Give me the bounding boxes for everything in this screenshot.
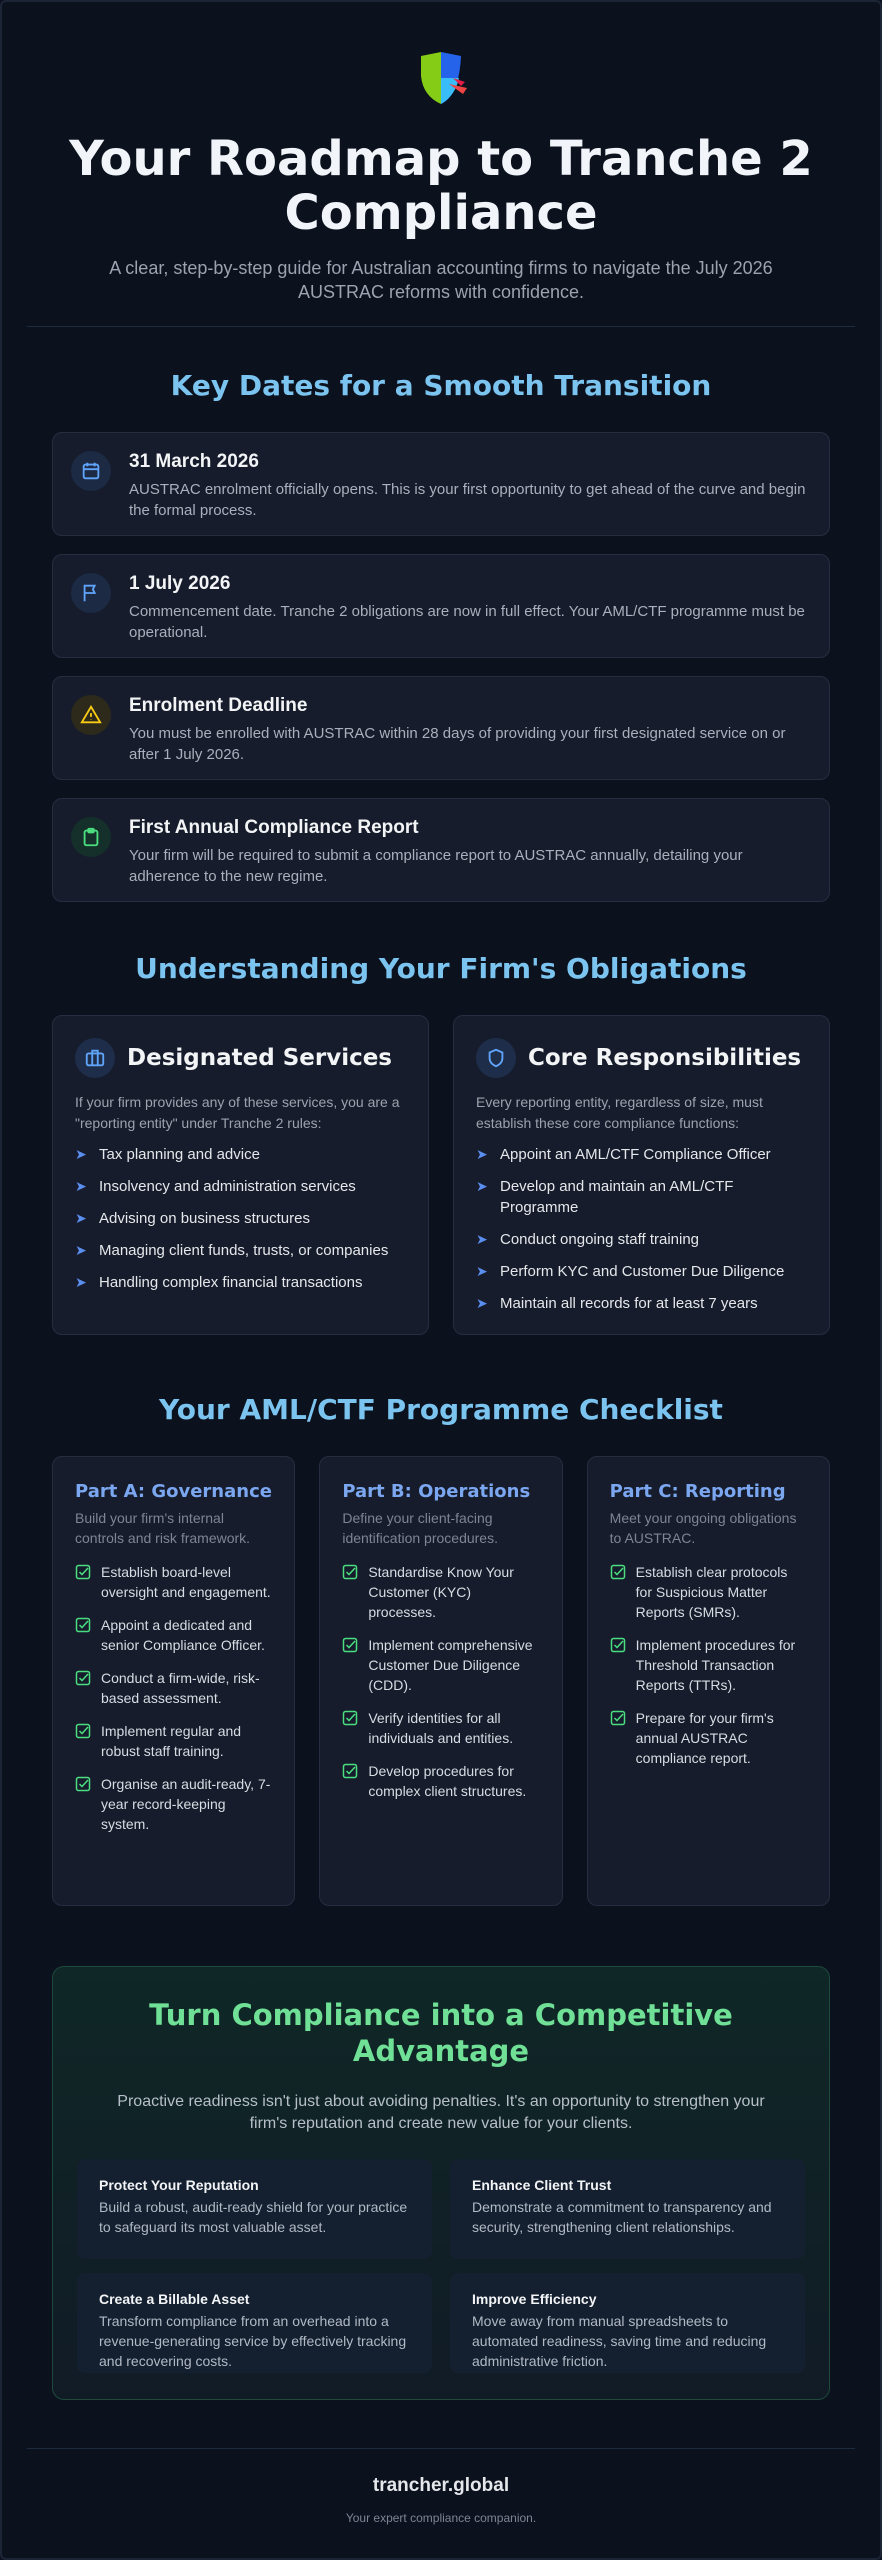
checklist-subtitle: Meet your ongoing obligations to AUSTRAC. [609, 1510, 797, 1546]
obligations-title: Understanding Your Firm's Obligations [135, 952, 747, 985]
list-item [476, 1176, 807, 1218]
services-list [75, 1144, 406, 1293]
advantage-item-text: Build a robust, audit-ready shield for your practice to safeguard its most valuable asset. [99, 2199, 408, 2235]
arrow-icon: ➤ [75, 1146, 87, 1162]
date-heading: First Annual Compliance Report [129, 817, 419, 838]
briefcase-icon [75, 1038, 115, 1078]
checklist-items [75, 1562, 272, 1834]
checklist-title: Your AML/CTF Programme Checklist [159, 1393, 723, 1426]
arrow-icon: ➤ [476, 1178, 488, 1194]
list-item [476, 1293, 807, 1314]
check-square-icon [75, 1564, 91, 1580]
list-item-text: Advising on business structures [99, 1210, 310, 1227]
arrow-icon: ➤ [476, 1231, 488, 1247]
advantage-item [77, 2273, 432, 2373]
checklist-item-text: Implement procedures for Threshold Transaction Reports (TTRs). [635, 1637, 796, 1693]
header-divider [27, 326, 855, 327]
footer [2, 2449, 880, 2525]
checklist-item-text: Develop procedures for complex client structures. [368, 1763, 527, 1799]
list-item-text: Appoint an AML/CTF Compliance Officer [500, 1146, 771, 1163]
checklist-item [75, 1774, 272, 1834]
list-item [476, 1229, 807, 1250]
date-card [52, 676, 830, 780]
card-header [476, 1038, 807, 1078]
arrow-icon: ➤ [476, 1263, 488, 1279]
check-square-icon [342, 1637, 358, 1653]
checklist-item [75, 1668, 272, 1708]
arrow-icon: ➤ [75, 1274, 87, 1290]
checklist-card-reporting [587, 1456, 830, 1906]
checklist-items [342, 1562, 539, 1801]
list-item-text: Tax planning and advice [99, 1146, 260, 1163]
checklist-item-text: Verify identities for all individuals and entities. [368, 1710, 514, 1746]
date-text: Your firm will be required to submit a compliance report to AUSTRAC annually, detailing your adherence to the new regime. [129, 847, 743, 885]
competitive-advantage-panel [52, 1966, 830, 2400]
designated-services-card [52, 1015, 429, 1335]
flag-icon [71, 573, 111, 613]
list-item [75, 1144, 406, 1165]
arrow-icon: ➤ [75, 1242, 87, 1258]
key-dates-list [52, 432, 830, 902]
checklist-items [610, 1562, 807, 1768]
check-square-icon [342, 1763, 358, 1779]
checklist-item-text: Conduct a firm-wide, risk-based assessment. [101, 1670, 260, 1706]
checklist-item [610, 1562, 807, 1622]
checklist-item-text: Establish board-level oversight and engagement. [101, 1564, 271, 1600]
responsibilities-list [476, 1144, 807, 1314]
checklist-subtitle: Build your firm's internal controls and risk framework. [75, 1510, 251, 1546]
list-item-text: Managing client funds, trusts, or companies [99, 1242, 389, 1259]
checklist-heading: Part C: Reporting [609, 1481, 786, 1502]
check-square-icon [342, 1564, 358, 1580]
checklist-item-text: Implement regular and robust staff training. [101, 1723, 242, 1759]
date-heading: Enrolment Deadline [129, 695, 308, 716]
checklist-card-operations [319, 1456, 562, 1906]
list-item [75, 1176, 406, 1197]
checklist-item [342, 1708, 539, 1748]
checklist-item [610, 1635, 807, 1695]
checklist-row [52, 1456, 830, 1906]
checklist-card-governance [52, 1456, 295, 1906]
checklist-item [342, 1761, 539, 1801]
date-card [52, 798, 830, 902]
check-square-icon [75, 1670, 91, 1686]
calendar-icon [71, 451, 111, 491]
footer-tagline: Your expert compliance companion. [345, 2511, 537, 2525]
checklist-item [75, 1615, 272, 1655]
date-heading: 31 March 2026 [129, 451, 259, 472]
arrow-icon: ➤ [75, 1178, 87, 1194]
check-square-icon [75, 1723, 91, 1739]
shield-icon [476, 1038, 516, 1078]
list-item-text: Develop and maintain an AML/CTF Programme [500, 1178, 734, 1216]
arrow-icon: ➤ [75, 1210, 87, 1226]
advantage-item-heading: Enhance Client Trust [472, 2177, 612, 2193]
list-item [75, 1208, 406, 1229]
check-square-icon [342, 1710, 358, 1726]
check-square-icon [610, 1564, 626, 1580]
list-item [476, 1144, 807, 1165]
list-item-text: Handling complex financial transactions [99, 1274, 363, 1291]
advantage-item-heading: Protect Your Reputation [99, 2177, 259, 2193]
arrow-icon: ➤ [476, 1146, 488, 1162]
check-square-icon [75, 1776, 91, 1792]
card-intro: Every reporting entity, regardless of size, must establish these core compliance functions: [476, 1094, 763, 1131]
advantage-item [450, 2273, 805, 2373]
date-heading: 1 July 2026 [129, 573, 231, 594]
checklist-item [342, 1635, 539, 1695]
advantage-item-heading: Create a Billable Asset [99, 2291, 250, 2307]
checklist-item [610, 1708, 807, 1768]
check-square-icon [610, 1710, 626, 1726]
list-item [75, 1240, 406, 1261]
advantage-item [450, 2159, 805, 2259]
date-text: You must be enrolled with AUSTRAC within 28 days of providing your first designated service on or after 1 July 2026. [129, 725, 786, 763]
key-dates-title: Key Dates for a Smooth Transition [170, 369, 712, 402]
advantage-item-text: Move away from manual spreadsheets to automated readiness, saving time and reducing administrative friction. [472, 2313, 767, 2369]
date-text: Commencement date. Tranche 2 obligations are now in full effect. Your AML/CTF programme must be operational. [129, 603, 805, 641]
checklist-item-text: Prepare for your firm's annual AUSTRAC compliance report. [635, 1710, 774, 1766]
checklist-item-text: Appoint a dedicated and senior Compliance Officer. [101, 1617, 265, 1653]
date-text: AUSTRAC enrolment officially opens. This is your first opportunity to get ahead of the curve and begin the formal process. [129, 481, 806, 519]
obligations-row [52, 1015, 830, 1335]
list-item-text: Perform KYC and Customer Due Diligence [500, 1263, 785, 1280]
arrow-icon: ➤ [476, 1295, 488, 1311]
list-item-text: Insolvency and administration services [99, 1178, 356, 1195]
checklist-item-text: Standardise Know Your Customer (KYC) processes. [368, 1564, 514, 1620]
list-item [75, 1272, 406, 1293]
advantage-item-text: Demonstrate a commitment to transparency and security, strengthening client relationships. [472, 2199, 772, 2235]
page-subtitle: A clear, step-by-step guide for Australian accounting firms to navigate the July 2026 AUSTRAC reforms with confidence. [109, 258, 773, 302]
checklist-heading: Part B: Operations [342, 1481, 531, 1502]
checklist-item [342, 1562, 539, 1622]
clipboard-icon [71, 817, 111, 857]
footer-brand-link[interactable]: trancher.global [372, 2475, 510, 2496]
card-heading: Designated Services [127, 1045, 392, 1071]
checklist-heading: Part A: Governance [75, 1481, 272, 1502]
card-header [75, 1038, 406, 1078]
list-item-text: Maintain all records for at least 7 years [500, 1295, 758, 1312]
checklist-item-text: Implement comprehensive Customer Due Diligence (CDD). [368, 1637, 533, 1693]
checklist-item-text: Establish clear protocols for Suspicious Matter Reports (SMRs). [635, 1564, 788, 1620]
shield-logo-icon [409, 48, 473, 112]
checklist-subtitle: Define your client-facing identification procedures. [342, 1510, 498, 1546]
page-title: Your Roadmap to Tranche 2 Compliance [69, 131, 813, 241]
card-heading: Core Responsibilities [528, 1045, 802, 1071]
advantage-item [77, 2159, 432, 2259]
checklist-item-text: Organise an audit-ready, 7-year record-keeping system. [101, 1776, 271, 1832]
checklist-item [75, 1562, 272, 1602]
date-card [52, 432, 830, 536]
warning-icon [71, 695, 111, 735]
advantage-subtitle: Proactive readiness isn't just about avoiding penalties. It's an opportunity to strengthen your firm's reputation and create new value for your clients. [117, 2093, 765, 2132]
list-item [476, 1261, 807, 1282]
check-square-icon [75, 1617, 91, 1633]
advantage-grid [77, 2159, 805, 2373]
advantage-item-heading: Improve Efficiency [472, 2291, 597, 2307]
advantage-item-text: Transform compliance from an overhead into a revenue-generating service by effectively tracking and recovering costs. [99, 2313, 407, 2369]
date-card [52, 554, 830, 658]
header [2, 2, 880, 304]
check-square-icon [610, 1637, 626, 1653]
card-intro: If your firm provides any of these services, you are a "reporting entity" under Tranche 2 rules: [75, 1094, 400, 1131]
checklist-item [75, 1721, 272, 1761]
list-item-text: Conduct ongoing staff training [500, 1231, 700, 1248]
advantage-title: Turn Compliance into a Competitive Advantage [149, 1998, 733, 2068]
core-responsibilities-card [453, 1015, 830, 1335]
